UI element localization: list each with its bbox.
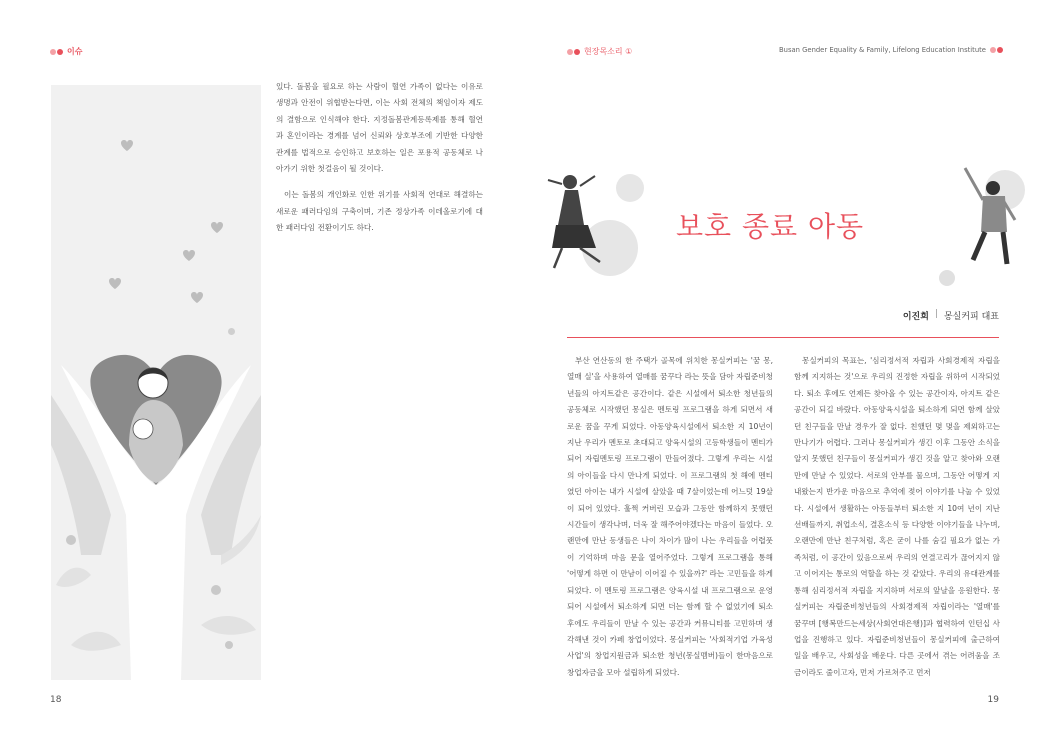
title-rule xyxy=(567,337,999,338)
section-label: 이슈 xyxy=(67,47,83,56)
paragraph: 이는 돌봄의 개인화로 인한 위기를 사회적 연대로 해결하는 새로운 패러다임의 구축이며, 기존 정상가족 이데올로기에 대한 패러다임 전환이기도 하다. xyxy=(276,190,483,233)
section-label: 현장목소리 ① xyxy=(584,47,633,56)
right-header xyxy=(567,46,632,57)
decor-dot xyxy=(228,328,235,335)
heart-icon xyxy=(109,140,223,303)
author-role: 몽실커피 대표 xyxy=(943,312,999,322)
left-header xyxy=(50,46,82,57)
header-dots-icon xyxy=(990,47,1003,53)
decor-dot xyxy=(939,270,955,286)
institute-name: Busan Gender Equality & Family, Lifelong Education Institute xyxy=(778,46,986,54)
jumping-man-illustration xyxy=(955,160,1035,290)
page-number-right: 19 xyxy=(987,695,999,705)
author-line xyxy=(903,309,999,322)
institute-header xyxy=(779,46,1003,54)
dancing-girl-illustration xyxy=(540,170,650,285)
left-text-column xyxy=(276,79,483,237)
page-title: 보호 종료 아동 xyxy=(675,210,865,243)
illustration-panel xyxy=(51,85,261,680)
header-dots-icon xyxy=(50,49,63,55)
page-number-left: 18 xyxy=(50,695,62,705)
paragraph: 몽실커피의 목표는, '심리정서적 자립과 사회경제적 자립을 함께 지지하는 것'으로 우리의 진정한 자립을 위하여 시작되었다. 퇴소 후에도 언제든 찾아올 수 있는 공간이자, 아지트 같은 공간이 되길 바랐다. 아동양육시설을 퇴소하게 되면 함께 살았던 친구들을 만날 경우가 잘 없다. 친했던 몇 몇을 제외하고는 만나기가 어렵다. 그러나 몽실커피가 생긴 이후 그동안 소식을 알지 못했던 친구들이 몽실커피가 생긴 것을 알고 찾아와 오랜만에 만날 수 있었다. 서로의 안부를 물으며, 그동안 어떻게 지내왔는지 반가운 마음으로 추억에 젖어 이야기를 나눌 수 있었다. 시설에서 생활하는 아동들부터 퇴소한 지 10여 년이 지난 선배들까지, 취업소식, 결혼소식 등 다양한 이야기들을 나누며, 오랜만에 만난 친구처럼, 혹은 굳이 나를 숨길 필요가 없는 가족처럼, 이 공간이 있음으로써 우리의 연결고리가 끊어지지 않고 이어지는 통로의 역할을 하는 것 같았다. 우리의 유대관계를 통해 심리정서적 자립을 지지하며 서로의 앞날을 응원한다. 몽실커피는 자립준비청년들의 사회경제적 자립이라는 '열매'를 꿈꾸며 [행복만드는세상(사회연대은행)]과 협력하여 인턴십 사업을 진행하고 있다. 자립준비청년들이 몽실커피에 출근하여 일을 배우고, 사회성을 배운다. 다른 곳에서 겪는 어려움을 조금이라도 줄이고자, 먼저 가르쳐주고 먼저 xyxy=(794,356,1000,677)
paragraph: 부산 연산동의 한 주택가 골목에 위치한 몽실커피는 '꿈 몽, 열매 실'을 사용하여 열매를 꿈꾸다 라는 뜻을 담아 자립준비청년들의 아지트같은 공간이다. 같은 시설에서 퇴소한 청년들의 공동체로 시작했던 몽실은 멘토링 프로그램을 하게 되면서 새로운 꿈을 꾸게 되었다. 아동양육시설에서 퇴소한 지 10년이 지난 우리가 멘토로 초대되고 양육시설의 고등학생들이 멘티가 되어 자립멘토링 프로그램이 만들어졌다. 그렇게 우리는 시설의 아이들을 다시 만나게 되었다. 이 프로그램의 첫 해에 멘티였던 아이는 내가 시설에 살았을 때 7살이었는데 어느덧 19살이 되어 있었다. 훌쩍 커버린 모습과 그동안 함께하지 못했던 시간들이 생각나며, 더욱 잘 해주어야겠다는 마음이 들었다. 오랜만에 만난 동생들은 나이 차이가 많이 나는 우리들을 어렵풋이 기억하며 마음 문을 열어주었다. 그렇게 프로그램을 통해 '어떻게 하면 이 만남이 이어질 수 있을까?' 라는 고민들을 하게 되었다. 이 멘토링 프로그램은 양육시설 내 프로그램으로 운영되어 시설에서 퇴소하게 되면 더는 함께 할 수 없었기에 퇴소 후에도 우리들이 만날 수 있는 공간과 커뮤니티를 고민하며 생각해낸 것이 카페 창업이었다. 몽실커피는 '사회적기업 가육성사업'의 창업지원금과 퇴소한 청년(몽실멤버)들이 한마음으로 창업자금을 모아 설립하게 되었다. xyxy=(567,356,773,677)
author-name: 이진희 xyxy=(902,312,929,322)
header-dots-icon xyxy=(567,49,580,55)
care-illustration xyxy=(51,85,261,680)
right-text-column-2 xyxy=(794,353,1000,681)
paragraph: 있다. 돌봄을 필요로 하는 사람이 혈연 가족이 없다는 이유로 생명과 안전이 위협받는다면, 이는 사회 전체의 책임이자 제도의 결함으로 인식해야 한다. 지정돌봄관계등록제를 통해 혈연과 혼인이라는 경계를 넘어 신뢰와 상호부조에 기반한 다양한 관계를 법적으로 승인하고 보호하는 일은 포용적 공동체로 나아가기 위한 첫걸음이 될 것이다. xyxy=(276,82,483,174)
author-separator: | xyxy=(934,309,938,319)
right-text-column-1 xyxy=(567,353,773,681)
